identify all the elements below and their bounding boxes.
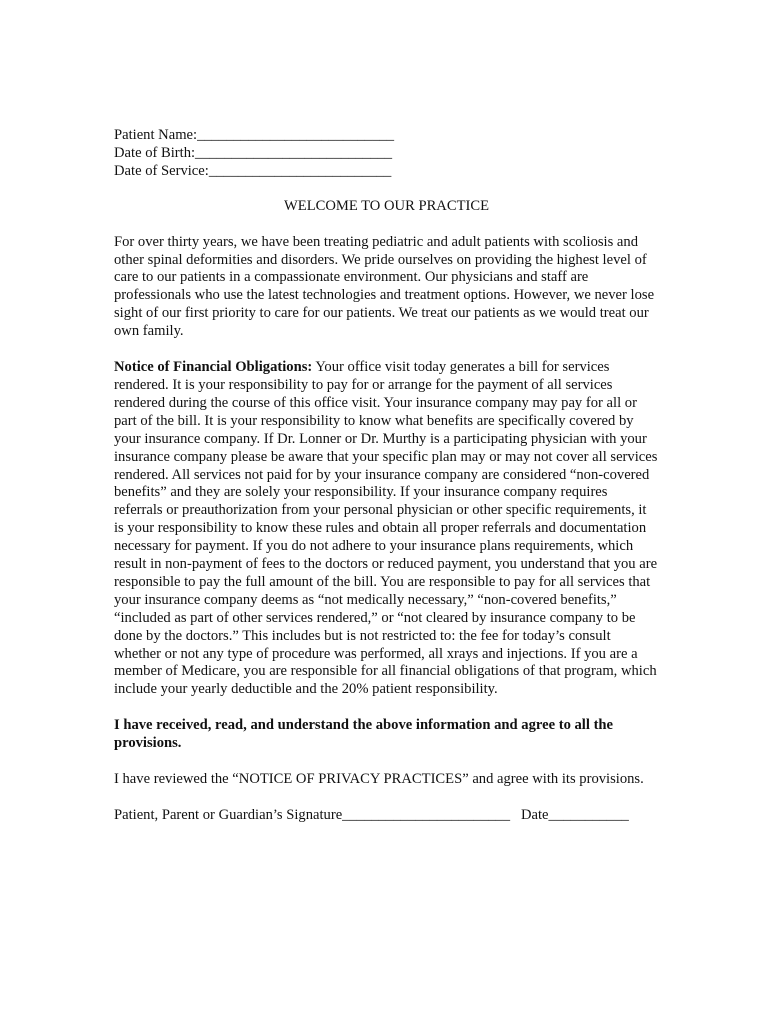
signature-field[interactable]: Patient, Parent or Guardian’s Signature_______________________ <box>114 807 511 823</box>
date-of-birth-field[interactable]: Date of Birth:___________________________ <box>114 144 393 161</box>
page-title: WELCOME TO OUR PRACTICE <box>284 197 489 214</box>
financial-obligations-heading: Notice of Financial Obligations: <box>114 359 313 376</box>
patient-name-field[interactable]: Patient Name:___________________________ <box>114 127 395 143</box>
consent-form <box>114 127 659 825</box>
privacy-statement: I have reviewed the “NOTICE OF PRIVACY PRACTICES” and agree with its provisions. <box>114 771 644 788</box>
financial-obligations-paragraph <box>114 359 659 699</box>
date-of-service-field[interactable]: Date of Service:_________________________ <box>114 162 392 179</box>
signature-date-field[interactable]: Date___________ <box>520 807 629 823</box>
acknowledgement-statement: I have received, read, and understand the above information and agree to all the provisions. <box>114 717 614 752</box>
financial-obligations-body: Your office visit today generates a bill for services rendered. It is your responsibility to pay for or arrange for the payment of all services rendered during the course of this office visit. Your insurance company may pay for all or part of the bill. It is your responsibility to know what benefits are specifically covered by your insurance company. If Dr. Lonner or Dr. Murthy is a participating physician with your insurance company please be aware that your specific plan may or may not cover all services rendered. All services not paid for by your insurance company are considered “non-covered benefits” and they are solely your responsibility. If your insurance company requires referrals or preauthorization from your personal physician or other specific requirements, it is your responsibility to know these rules and obtain all proper referrals and documentation necessary for payment. If you do not adhere to your insurance plans requirements, which result in non-payment of fees to the doctors or reduced payment, you understand that you are responsible to pay the full amount of the bill. You are responsible to pay for all services that your insurance company deems as “not medically necessary,” “non-covered benefits,” “included as part of other services rendered,” or “not cleared by insurance company to be done by the doctors.” This includes but is not restricted to: the fee for today’s consult whether or not any type of procedure was performed, all xrays and injections. If you are a member of Medicare, you are responsible for all financial obligations of that program, which include your yearly deductible and the 20% patient responsibility. <box>114 359 658 698</box>
intro-paragraph: For over thirty years, we have been treating pediatric and adult patients with scoliosis and other spinal deformities and disorders. We pride ourselves on providing the highest level of care to our patients in a compassionate environment. Our physicians and staff are professionals who use the latest technologies and treatment options. However, we never lose sight of our first priority to care for our patients. We treat our patients as we would treat our own family. <box>114 233 655 340</box>
signature-row <box>114 807 659 825</box>
